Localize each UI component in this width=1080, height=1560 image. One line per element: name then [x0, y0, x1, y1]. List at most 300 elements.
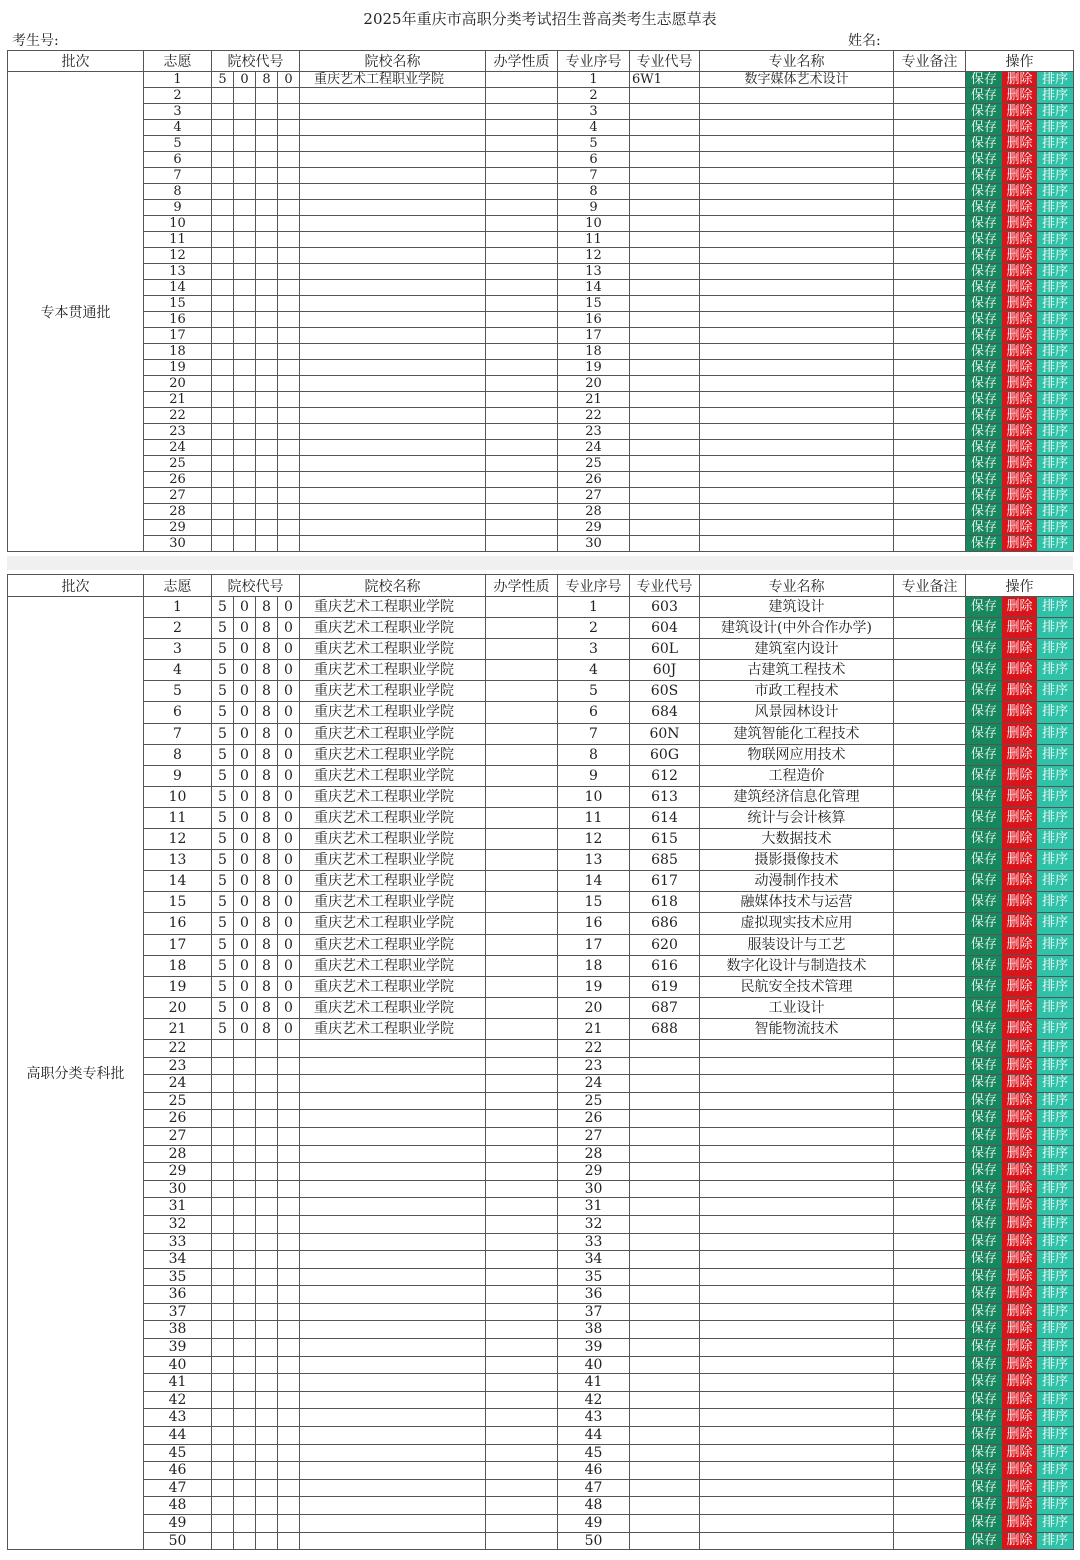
school-code-digit[interactable] — [256, 296, 278, 312]
school-code-digit[interactable] — [234, 440, 256, 456]
school-code-digit[interactable] — [234, 1092, 256, 1110]
major-code-cell[interactable]: 603 — [630, 597, 700, 618]
school-type-cell[interactable] — [486, 997, 558, 1018]
school-code-digit[interactable]: 0 — [234, 723, 256, 744]
major-note-cell[interactable] — [894, 1233, 966, 1251]
major-name-cell[interactable] — [700, 328, 894, 344]
school-code-digit[interactable] — [234, 360, 256, 376]
school-type-cell[interactable] — [486, 955, 558, 976]
school-code-digit[interactable]: 0 — [278, 660, 300, 681]
school-code-digit[interactable] — [234, 1286, 256, 1304]
school-code-digit[interactable] — [212, 1391, 234, 1409]
school-name-cell[interactable] — [300, 88, 486, 104]
save-button[interactable]: 保存 — [966, 360, 1002, 375]
major-name-cell[interactable]: 建筑智能化工程技术 — [700, 723, 894, 744]
school-code-digit[interactable] — [212, 1409, 234, 1427]
school-code-digit[interactable]: 0 — [278, 765, 300, 786]
major-code-cell[interactable] — [630, 1339, 700, 1357]
major-note-cell[interactable] — [894, 1427, 966, 1445]
major-note-cell[interactable] — [894, 376, 966, 392]
school-code-digit[interactable]: 0 — [278, 871, 300, 892]
school-name-cell[interactable] — [300, 1251, 486, 1269]
major-code-cell[interactable] — [630, 1110, 700, 1128]
major-note-cell[interactable] — [894, 1532, 966, 1550]
save-button[interactable]: 保存 — [966, 1198, 1002, 1215]
school-code-digit[interactable] — [278, 1233, 300, 1251]
major-name-cell[interactable]: 大数据技术 — [700, 829, 894, 850]
school-code-digit[interactable] — [278, 424, 300, 440]
school-name-cell[interactable]: 重庆艺术工程职业学院 — [300, 997, 486, 1018]
save-button[interactable]: 保存 — [966, 1445, 1002, 1462]
save-button[interactable]: 保存 — [966, 1533, 1002, 1550]
school-type-cell[interactable] — [486, 913, 558, 934]
school-type-cell[interactable] — [486, 1180, 558, 1198]
school-code-digit[interactable] — [234, 1251, 256, 1269]
major-note-cell[interactable] — [894, 681, 966, 702]
school-code-digit[interactable]: 0 — [234, 1018, 256, 1039]
major-note-cell[interactable] — [894, 913, 966, 934]
school-type-cell[interactable] — [486, 328, 558, 344]
major-note-cell[interactable] — [894, 440, 966, 456]
sort-button[interactable]: 排序 — [1037, 264, 1073, 279]
major-code-cell[interactable] — [630, 1391, 700, 1409]
school-code-digit[interactable] — [212, 328, 234, 344]
school-code-digit[interactable] — [234, 520, 256, 536]
major-code-cell[interactable] — [630, 232, 700, 248]
major-name-cell[interactable]: 智能物流技术 — [700, 1018, 894, 1039]
school-code-digit[interactable]: 8 — [256, 955, 278, 976]
school-name-cell[interactable] — [300, 1110, 486, 1128]
delete-button[interactable]: 删除 — [1002, 787, 1038, 807]
major-note-cell[interactable] — [894, 168, 966, 184]
delete-button[interactable]: 删除 — [1002, 1163, 1038, 1180]
major-code-cell[interactable] — [630, 440, 700, 456]
save-button[interactable]: 保存 — [966, 660, 1002, 680]
school-type-cell[interactable] — [486, 639, 558, 660]
sort-button[interactable]: 排序 — [1037, 1304, 1073, 1321]
school-type-cell[interactable] — [486, 1462, 558, 1480]
save-button[interactable]: 保存 — [966, 136, 1002, 151]
delete-button[interactable]: 删除 — [1002, 618, 1038, 638]
major-code-cell[interactable] — [630, 1356, 700, 1374]
save-button[interactable]: 保存 — [966, 1321, 1002, 1338]
school-code-digit[interactable] — [212, 168, 234, 184]
major-name-cell[interactable] — [700, 1233, 894, 1251]
school-code-digit[interactable] — [256, 1339, 278, 1357]
school-code-digit[interactable] — [256, 200, 278, 216]
save-button[interactable]: 保存 — [966, 787, 1002, 807]
major-code-cell[interactable] — [630, 88, 700, 104]
school-code-digit[interactable]: 5 — [212, 639, 234, 660]
major-name-cell[interactable]: 古建筑工程技术 — [700, 660, 894, 681]
school-code-digit[interactable]: 0 — [234, 660, 256, 681]
school-code-digit[interactable] — [234, 1268, 256, 1286]
school-code-digit[interactable] — [278, 104, 300, 120]
major-name-cell[interactable] — [700, 520, 894, 536]
school-code-digit[interactable] — [256, 184, 278, 200]
major-note-cell[interactable] — [894, 296, 966, 312]
school-code-digit[interactable] — [278, 168, 300, 184]
school-type-cell[interactable] — [486, 1321, 558, 1339]
major-note-cell[interactable] — [894, 232, 966, 248]
save-button[interactable]: 保存 — [966, 392, 1002, 407]
school-code-digit[interactable]: 8 — [256, 660, 278, 681]
major-name-cell[interactable] — [700, 1356, 894, 1374]
delete-button[interactable]: 删除 — [1002, 72, 1038, 87]
major-note-cell[interactable] — [894, 1515, 966, 1533]
school-type-cell[interactable] — [486, 1286, 558, 1304]
school-type-cell[interactable] — [486, 1427, 558, 1445]
school-code-digit[interactable]: 5 — [212, 976, 234, 997]
sort-button[interactable]: 排序 — [1037, 1234, 1073, 1251]
save-button[interactable]: 保存 — [966, 424, 1002, 439]
delete-button[interactable]: 删除 — [1002, 1040, 1038, 1057]
delete-button[interactable]: 删除 — [1002, 1216, 1038, 1233]
school-code-digit[interactable]: 0 — [278, 955, 300, 976]
major-note-cell[interactable] — [894, 88, 966, 104]
school-code-digit[interactable]: 0 — [234, 934, 256, 955]
school-code-digit[interactable] — [212, 392, 234, 408]
school-code-digit[interactable]: 0 — [234, 765, 256, 786]
school-code-digit[interactable] — [212, 1127, 234, 1145]
school-code-digit[interactable]: 8 — [256, 786, 278, 807]
school-code-digit[interactable]: 0 — [278, 850, 300, 871]
save-button[interactable]: 保存 — [966, 829, 1002, 849]
school-code-digit[interactable]: 5 — [212, 913, 234, 934]
school-code-digit[interactable] — [234, 1321, 256, 1339]
major-note-cell[interactable] — [894, 424, 966, 440]
major-name-cell[interactable]: 物联网应用技术 — [700, 744, 894, 765]
delete-button[interactable]: 删除 — [1002, 392, 1038, 407]
delete-button[interactable]: 删除 — [1002, 913, 1038, 933]
major-name-cell[interactable] — [700, 1075, 894, 1093]
delete-button[interactable]: 删除 — [1002, 1392, 1038, 1409]
major-note-cell[interactable] — [894, 1110, 966, 1128]
major-name-cell[interactable]: 风景园林设计 — [700, 702, 894, 723]
school-code-digit[interactable]: 0 — [278, 913, 300, 934]
school-code-digit[interactable] — [256, 1391, 278, 1409]
delete-button[interactable]: 删除 — [1002, 88, 1038, 103]
major-note-cell[interactable] — [894, 1251, 966, 1269]
sort-button[interactable]: 排序 — [1037, 977, 1073, 997]
delete-button[interactable]: 删除 — [1002, 1075, 1038, 1092]
school-type-cell[interactable] — [486, 1092, 558, 1110]
major-code-cell[interactable]: 60S — [630, 681, 700, 702]
school-name-cell[interactable]: 重庆艺术工程职业学院 — [300, 681, 486, 702]
school-code-digit[interactable] — [278, 120, 300, 136]
major-name-cell[interactable] — [700, 104, 894, 120]
school-code-digit[interactable] — [212, 184, 234, 200]
school-code-digit[interactable]: 0 — [278, 997, 300, 1018]
school-code-digit[interactable] — [234, 1110, 256, 1128]
delete-button[interactable]: 删除 — [1002, 1146, 1038, 1163]
school-code-digit[interactable] — [278, 1075, 300, 1093]
school-code-digit[interactable] — [212, 1497, 234, 1515]
sort-button[interactable]: 排序 — [1037, 280, 1073, 295]
school-code-digit[interactable] — [234, 344, 256, 360]
school-name-cell[interactable] — [300, 1092, 486, 1110]
school-code-digit[interactable] — [278, 248, 300, 264]
school-name-cell[interactable] — [300, 1356, 486, 1374]
sort-button[interactable]: 排序 — [1037, 1058, 1073, 1075]
school-code-digit[interactable] — [212, 1180, 234, 1198]
major-code-cell[interactable] — [630, 1039, 700, 1057]
major-name-cell[interactable]: 数字媒体艺术设计 — [700, 72, 894, 88]
major-name-cell[interactable] — [700, 1462, 894, 1480]
school-code-digit[interactable] — [212, 1427, 234, 1445]
major-name-cell[interactable] — [700, 216, 894, 232]
school-code-digit[interactable] — [278, 1374, 300, 1392]
sort-button[interactable]: 排序 — [1037, 536, 1073, 551]
school-code-digit[interactable] — [278, 200, 300, 216]
save-button[interactable]: 保存 — [966, 1234, 1002, 1251]
school-type-cell[interactable] — [486, 296, 558, 312]
save-button[interactable]: 保存 — [966, 1146, 1002, 1163]
save-button[interactable]: 保存 — [966, 1093, 1002, 1110]
school-code-digit[interactable]: 5 — [212, 681, 234, 702]
major-name-cell[interactable] — [700, 1321, 894, 1339]
major-note-cell[interactable] — [894, 520, 966, 536]
school-type-cell[interactable] — [486, 1391, 558, 1409]
sort-button[interactable]: 排序 — [1037, 1163, 1073, 1180]
major-code-cell[interactable]: 60G — [630, 744, 700, 765]
major-name-cell[interactable] — [700, 408, 894, 424]
major-note-cell[interactable] — [894, 216, 966, 232]
school-name-cell[interactable] — [300, 1321, 486, 1339]
school-name-cell[interactable]: 重庆艺术工程职业学院 — [300, 765, 486, 786]
school-type-cell[interactable] — [486, 850, 558, 871]
school-code-digit[interactable] — [256, 1057, 278, 1075]
school-code-digit[interactable]: 8 — [256, 850, 278, 871]
major-note-cell[interactable] — [894, 1163, 966, 1181]
school-code-digit[interactable]: 8 — [256, 934, 278, 955]
school-code-digit[interactable] — [278, 136, 300, 152]
sort-button[interactable]: 排序 — [1037, 88, 1073, 103]
delete-button[interactable]: 删除 — [1002, 639, 1038, 659]
delete-button[interactable]: 删除 — [1002, 136, 1038, 151]
school-code-digit[interactable] — [278, 1268, 300, 1286]
school-code-digit[interactable] — [212, 264, 234, 280]
school-type-cell[interactable] — [486, 1145, 558, 1163]
delete-button[interactable]: 删除 — [1002, 1058, 1038, 1075]
sort-button[interactable]: 排序 — [1037, 597, 1073, 617]
delete-button[interactable]: 删除 — [1002, 120, 1038, 135]
school-code-digit[interactable] — [278, 1145, 300, 1163]
delete-button[interactable]: 删除 — [1002, 456, 1038, 471]
major-note-cell[interactable] — [894, 786, 966, 807]
major-code-cell[interactable]: 60L — [630, 639, 700, 660]
major-note-cell[interactable] — [894, 408, 966, 424]
save-button[interactable]: 保存 — [966, 120, 1002, 135]
delete-button[interactable]: 删除 — [1002, 472, 1038, 487]
save-button[interactable]: 保存 — [966, 913, 1002, 933]
major-code-cell[interactable]: 613 — [630, 786, 700, 807]
school-code-digit[interactable] — [278, 1532, 300, 1550]
school-code-digit[interactable]: 0 — [278, 639, 300, 660]
school-code-digit[interactable] — [234, 536, 256, 552]
delete-button[interactable]: 删除 — [1002, 829, 1038, 849]
school-name-cell[interactable]: 重庆艺术工程职业学院 — [300, 639, 486, 660]
school-code-digit[interactable] — [212, 488, 234, 504]
school-code-digit[interactable] — [212, 248, 234, 264]
school-name-cell[interactable] — [300, 1233, 486, 1251]
school-code-digit[interactable] — [212, 1268, 234, 1286]
major-note-cell[interactable] — [894, 1497, 966, 1515]
major-name-cell[interactable] — [700, 152, 894, 168]
major-name-cell[interactable]: 融媒体技术与运营 — [700, 892, 894, 913]
major-name-cell[interactable] — [700, 1409, 894, 1427]
school-code-digit[interactable]: 0 — [234, 72, 256, 88]
save-button[interactable]: 保存 — [966, 1427, 1002, 1444]
school-code-digit[interactable] — [256, 1233, 278, 1251]
major-note-cell[interactable] — [894, 392, 966, 408]
sort-button[interactable]: 排序 — [1037, 998, 1073, 1018]
save-button[interactable]: 保存 — [966, 264, 1002, 279]
school-type-cell[interactable] — [486, 456, 558, 472]
school-code-digit[interactable] — [212, 520, 234, 536]
school-code-digit[interactable]: 0 — [234, 597, 256, 618]
school-type-cell[interactable] — [486, 472, 558, 488]
school-code-digit[interactable] — [234, 1163, 256, 1181]
school-type-cell[interactable] — [486, 248, 558, 264]
school-name-cell[interactable] — [300, 296, 486, 312]
school-type-cell[interactable] — [486, 216, 558, 232]
school-code-digit[interactable]: 5 — [212, 934, 234, 955]
major-name-cell[interactable]: 统计与会计核算 — [700, 807, 894, 828]
sort-button[interactable]: 排序 — [1037, 168, 1073, 183]
delete-button[interactable]: 删除 — [1002, 597, 1038, 617]
school-code-digit[interactable] — [278, 1391, 300, 1409]
delete-button[interactable]: 删除 — [1002, 376, 1038, 391]
school-code-digit[interactable]: 5 — [212, 807, 234, 828]
major-name-cell[interactable] — [700, 1391, 894, 1409]
sort-button[interactable]: 排序 — [1037, 660, 1073, 680]
major-code-cell[interactable] — [630, 136, 700, 152]
school-code-digit[interactable] — [234, 1180, 256, 1198]
school-type-cell[interactable] — [486, 440, 558, 456]
save-button[interactable]: 保存 — [966, 1409, 1002, 1426]
school-code-digit[interactable] — [212, 1198, 234, 1216]
school-name-cell[interactable]: 重庆艺术工程职业学院 — [300, 597, 486, 618]
school-name-cell[interactable] — [300, 1303, 486, 1321]
major-name-cell[interactable] — [700, 1444, 894, 1462]
delete-button[interactable]: 删除 — [1002, 892, 1038, 912]
school-code-digit[interactable] — [234, 1233, 256, 1251]
school-code-digit[interactable] — [212, 1515, 234, 1533]
school-code-digit[interactable]: 0 — [278, 744, 300, 765]
school-name-cell[interactable] — [300, 328, 486, 344]
save-button[interactable]: 保存 — [966, 72, 1002, 87]
school-code-digit[interactable]: 0 — [278, 934, 300, 955]
major-code-cell[interactable] — [630, 1374, 700, 1392]
major-note-cell[interactable] — [894, 744, 966, 765]
school-name-cell[interactable]: 重庆艺术工程职业学院 — [300, 934, 486, 955]
major-name-cell[interactable]: 建筑设计(中外合作办学) — [700, 618, 894, 639]
delete-button[interactable]: 删除 — [1002, 1251, 1038, 1268]
school-code-digit[interactable] — [212, 344, 234, 360]
major-code-cell[interactable] — [630, 1444, 700, 1462]
school-code-digit[interactable] — [256, 328, 278, 344]
school-name-cell[interactable] — [300, 1462, 486, 1480]
save-button[interactable]: 保存 — [966, 376, 1002, 391]
major-note-cell[interactable] — [894, 1018, 966, 1039]
school-code-digit[interactable] — [256, 1444, 278, 1462]
school-code-digit[interactable] — [234, 1532, 256, 1550]
major-code-cell[interactable] — [630, 456, 700, 472]
school-code-digit[interactable] — [278, 88, 300, 104]
school-code-digit[interactable]: 8 — [256, 892, 278, 913]
major-code-cell[interactable]: 614 — [630, 807, 700, 828]
school-code-digit[interactable] — [256, 1127, 278, 1145]
sort-button[interactable]: 排序 — [1037, 296, 1073, 311]
school-code-digit[interactable] — [212, 152, 234, 168]
school-code-digit[interactable] — [256, 152, 278, 168]
school-code-digit[interactable]: 8 — [256, 723, 278, 744]
major-name-cell[interactable] — [700, 536, 894, 552]
sort-button[interactable]: 排序 — [1037, 1019, 1073, 1039]
school-name-cell[interactable] — [300, 520, 486, 536]
major-code-cell[interactable] — [630, 184, 700, 200]
school-code-digit[interactable]: 0 — [278, 786, 300, 807]
school-code-digit[interactable] — [256, 1092, 278, 1110]
major-note-cell[interactable] — [894, 934, 966, 955]
sort-button[interactable]: 排序 — [1037, 1445, 1073, 1462]
school-type-cell[interactable] — [486, 744, 558, 765]
delete-button[interactable]: 删除 — [1002, 702, 1038, 722]
school-code-digit[interactable] — [256, 168, 278, 184]
major-name-cell[interactable] — [700, 376, 894, 392]
school-code-digit[interactable] — [234, 1039, 256, 1057]
delete-button[interactable]: 删除 — [1002, 1234, 1038, 1251]
delete-button[interactable]: 删除 — [1002, 1497, 1038, 1514]
school-code-digit[interactable]: 0 — [278, 618, 300, 639]
school-code-digit[interactable] — [212, 1110, 234, 1128]
sort-button[interactable]: 排序 — [1037, 1093, 1073, 1110]
major-note-cell[interactable] — [894, 976, 966, 997]
delete-button[interactable]: 删除 — [1002, 1286, 1038, 1303]
school-name-cell[interactable]: 重庆艺术工程职业学院 — [300, 660, 486, 681]
school-type-cell[interactable] — [486, 1409, 558, 1427]
sort-button[interactable]: 排序 — [1037, 745, 1073, 765]
delete-button[interactable]: 删除 — [1002, 1445, 1038, 1462]
major-name-cell[interactable]: 摄影摄像技术 — [700, 850, 894, 871]
major-name-cell[interactable] — [700, 1303, 894, 1321]
major-note-cell[interactable] — [894, 328, 966, 344]
major-name-cell[interactable] — [700, 1180, 894, 1198]
major-note-cell[interactable] — [894, 660, 966, 681]
delete-button[interactable]: 删除 — [1002, 248, 1038, 263]
school-type-cell[interactable] — [486, 408, 558, 424]
school-code-digit[interactable] — [278, 1127, 300, 1145]
sort-button[interactable]: 排序 — [1037, 152, 1073, 167]
school-code-digit[interactable] — [256, 1497, 278, 1515]
save-button[interactable]: 保存 — [966, 1462, 1002, 1479]
school-name-cell[interactable]: 重庆艺术工程职业学院 — [300, 72, 486, 88]
school-code-digit[interactable] — [212, 1092, 234, 1110]
major-code-cell[interactable]: 619 — [630, 976, 700, 997]
school-type-cell[interactable] — [486, 1251, 558, 1269]
school-type-cell[interactable] — [486, 504, 558, 520]
school-type-cell[interactable] — [486, 232, 558, 248]
major-name-cell[interactable] — [700, 1163, 894, 1181]
delete-button[interactable]: 删除 — [1002, 216, 1038, 231]
school-type-cell[interactable] — [486, 280, 558, 296]
save-button[interactable]: 保存 — [966, 808, 1002, 828]
delete-button[interactable]: 删除 — [1002, 1339, 1038, 1356]
school-code-digit[interactable] — [212, 88, 234, 104]
major-note-cell[interactable] — [894, 1303, 966, 1321]
school-code-digit[interactable] — [256, 1198, 278, 1216]
